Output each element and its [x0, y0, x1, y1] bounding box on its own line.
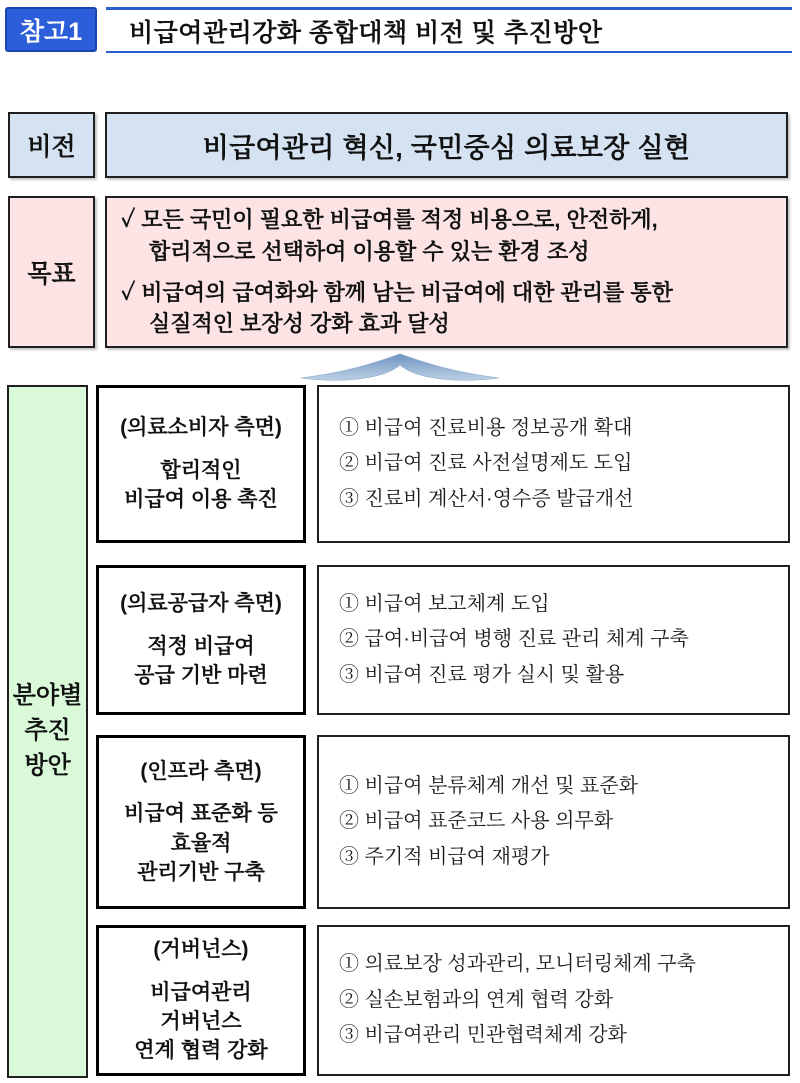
items-box [317, 735, 790, 909]
plan-row-provider [96, 565, 790, 715]
goal-label: 목표 [8, 196, 95, 348]
items-box [317, 565, 790, 715]
category-name-line: 거버넌스 [160, 1010, 242, 1033]
category-tag: (거버넌스) [153, 938, 249, 962]
vision-statement: 비급여관리 혁신, 국민중심 의료보장 실현 [105, 112, 788, 178]
page-title: 비급여관리강화 종합대책 비전 및 추진방안 [106, 7, 792, 53]
plan-item: ③ 비급여 진료 평가 실시 및 활용 [339, 663, 625, 686]
goal-line: 실질적인 보장성 강화 효과 달성 [149, 311, 450, 337]
goal-line: ✓ 모든 국민이 필요한 비급여를 적정 비용으로, 안전하게, [121, 206, 658, 232]
goal-content [105, 196, 788, 348]
plan-item: ① 비급여 분류체계 개선 및 표준화 [339, 774, 638, 797]
category-box [96, 735, 306, 909]
category-tag: (의료소비자 측면) [120, 416, 282, 440]
category-name-line: 연계 협력 강화 [134, 1039, 268, 1063]
plan-section [7, 385, 790, 1078]
category-name-line: 비급여관리 [150, 980, 252, 1004]
goal-line: 합리적으로 선택하여 이용할 수 있는 환경 조성 [149, 238, 590, 264]
plan-item: ③ 진료비 계산서·영수증 발급개선 [339, 487, 634, 510]
category-name-line: 합리적인 [160, 458, 242, 482]
arrow-container [0, 352, 800, 385]
category-tag: (의료공급자 측면) [120, 592, 282, 616]
category-name-line: 관리기반 구축 [137, 860, 265, 884]
category-box [96, 385, 306, 543]
category-name-line: 비급여 이용 촉진 [124, 488, 278, 512]
category-name-line: 적정 비급여 [147, 634, 255, 658]
plan-item: ② 실손보험과의 연계 협력 강화 [339, 988, 614, 1011]
plan-item: ① 비급여 보고체계 도입 [339, 592, 550, 615]
plan-label-line: 분야별 [12, 682, 83, 710]
plan-row-consumer [96, 385, 790, 543]
goal-line: ✓ 비급여의 급여화와 함께 남는 비급여에 대한 관리를 통한 [121, 279, 673, 305]
plan-row-governance [96, 925, 790, 1076]
plan-item: ③ 비급여관리 민관협력체계 강화 [339, 1024, 627, 1047]
up-arrow-icon [300, 352, 500, 384]
goal-item [121, 277, 772, 341]
goal-item [121, 204, 772, 268]
items-box [317, 925, 790, 1076]
reference-badge: 참고1 [5, 7, 97, 52]
plan-item: ② 비급여 진료 사전설명제도 도입 [339, 452, 633, 475]
plan-item: ② 급여·비급여 병행 진료 관리 체계 구축 [339, 628, 689, 651]
category-box [96, 925, 306, 1076]
vision-label: 비전 [8, 112, 95, 178]
items-box [317, 385, 790, 543]
category-box [96, 565, 306, 715]
plan-label-line: 추진 [24, 717, 71, 745]
category-name-line: 효율적 [170, 831, 232, 855]
category-tag: (인프라 측면) [140, 759, 262, 783]
category-name-line: 공급 기반 마련 [134, 664, 268, 688]
plan-item: ① 의료보장 성과관리, 모니터링체계 구축 [339, 953, 696, 976]
plan-row-infra [96, 735, 790, 909]
plan-item: ③ 주기적 비급여 재평가 [339, 845, 550, 868]
plan-item: ① 비급여 진료비용 정보공개 확대 [339, 416, 633, 439]
plan-rows [96, 385, 790, 1078]
plan-label-line: 방안 [24, 751, 71, 779]
vision-band [8, 112, 788, 178]
plan-item: ② 비급여 표준코드 사용 의무화 [339, 810, 614, 833]
goal-band [8, 196, 788, 348]
header [5, 7, 792, 53]
category-name-line: 비급여 표준화 등 [124, 802, 278, 826]
plan-section-label [7, 385, 88, 1078]
